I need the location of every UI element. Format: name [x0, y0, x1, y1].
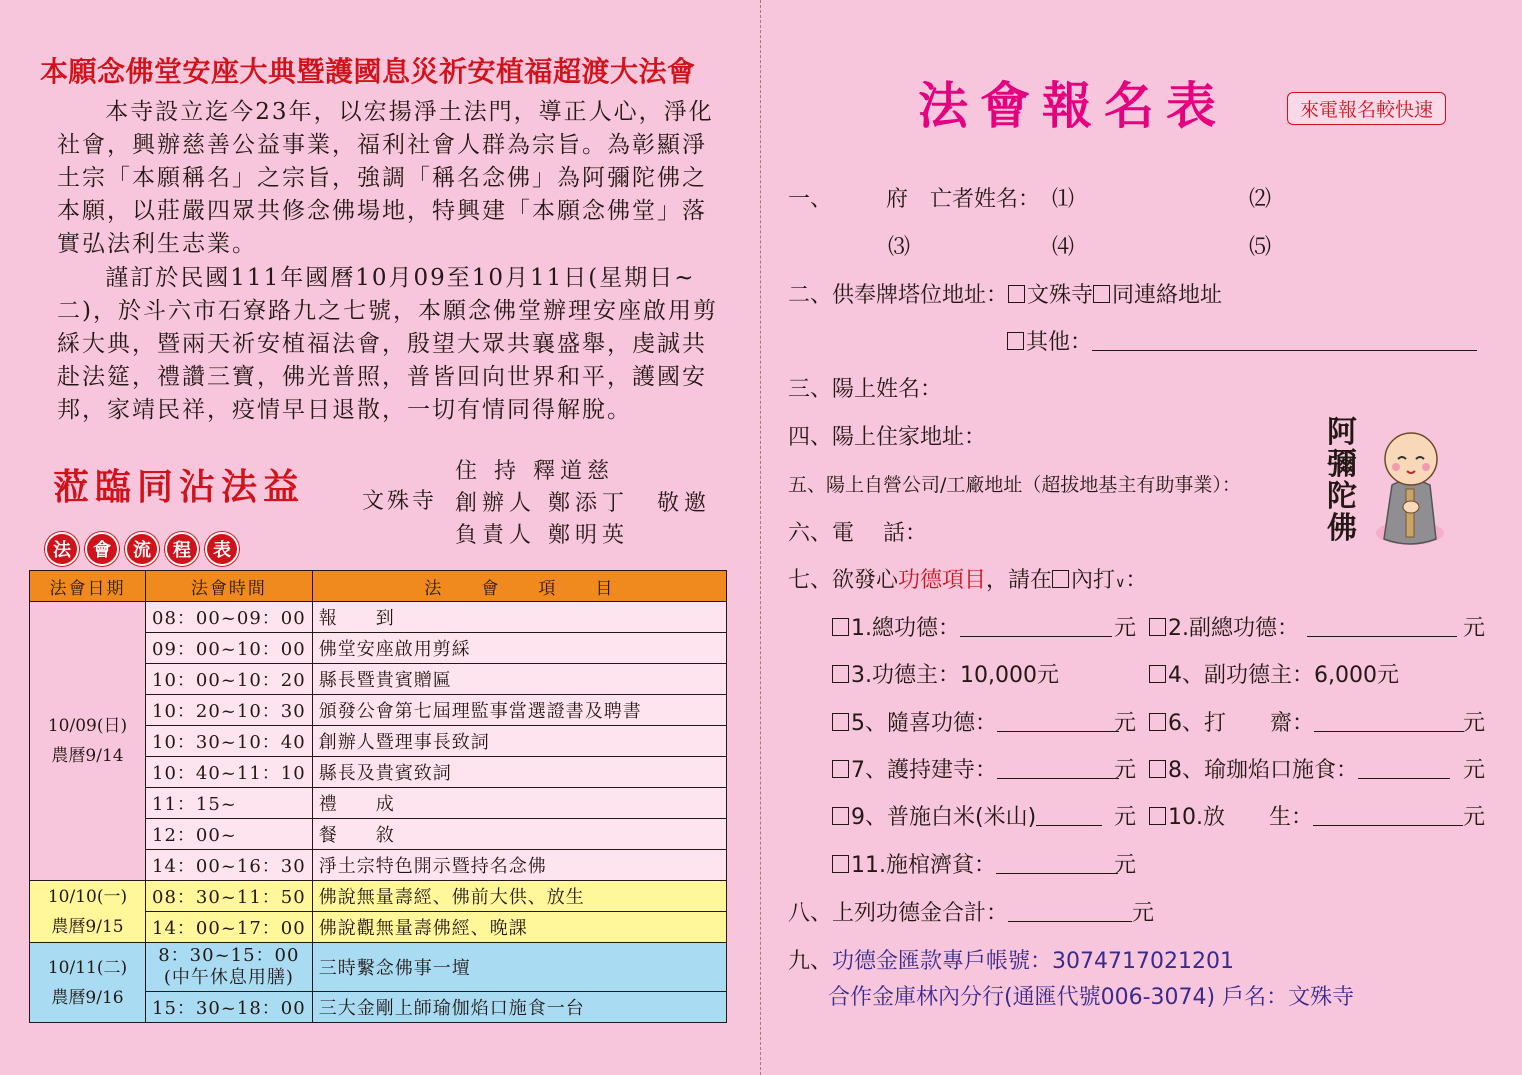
- time-cell: 15：30~18：00: [146, 992, 313, 1023]
- tablet-address-row: [788, 278, 1222, 309]
- table-header-row: [30, 571, 727, 602]
- q7-colon: ：: [1125, 568, 1148, 593]
- checkbox-wenshu[interactable]: [1008, 285, 1025, 303]
- option-wenshu: 文殊寺: [1027, 283, 1094, 308]
- time-cell: 12：00~: [146, 819, 313, 850]
- deceased-slot-1[interactable]: ⑴: [1052, 187, 1075, 212]
- checkbox-item-5[interactable]: [832, 713, 849, 731]
- merit-item-3-label: 3.功德主：10,000元: [851, 663, 1059, 688]
- item-cell: 縣長暨貴賓贈匾: [312, 664, 726, 695]
- merit-item-10-label: 10.放 生：: [1168, 805, 1313, 830]
- founder-signature: 創辦人 鄭添丁: [455, 491, 629, 516]
- table-row: [30, 602, 727, 633]
- item-cell: 淨土宗特色開示暨持名念佛: [312, 850, 726, 881]
- item-cell: 三大金剛上師瑜伽焰口施食一台: [312, 992, 726, 1023]
- time-cell: 11：15~: [146, 788, 313, 819]
- item-cell: 佛說觀無量壽佛經、晚課: [312, 912, 726, 943]
- time-cell: 14：00~17：00: [146, 912, 313, 943]
- company-address-label: 五、陽上自營公司/工廠地址（超拔地基主有助事業）：: [788, 474, 1241, 496]
- q7-suffix-1: ，請在: [986, 568, 1053, 593]
- amitabha-text: 阿彌陀佛: [1327, 415, 1357, 546]
- merit-item-5: [832, 706, 1119, 737]
- header-item: 法 會 項 目: [312, 571, 726, 602]
- merit-item-7-label: 7、護持建寺：: [851, 758, 997, 783]
- yuan-label: 元: [1463, 711, 1486, 736]
- account-row: [788, 944, 1234, 975]
- yuan-label: 元: [1463, 758, 1486, 783]
- merit-item-heading: [788, 563, 1147, 594]
- day2-lunar: 農曆9/15: [51, 916, 124, 937]
- tick-icon: ∨: [1115, 575, 1126, 591]
- checkbox-item-11[interactable]: [832, 855, 849, 873]
- yuan-label: 元: [1463, 616, 1486, 641]
- checkbox-item-4[interactable]: [1149, 665, 1166, 683]
- item-cell: 創辦人暨理事長致詞: [312, 726, 726, 757]
- total-blank[interactable]: [1008, 921, 1132, 922]
- merit-item-8-label: 8、瑜珈焰口施食：: [1168, 758, 1358, 783]
- merit-item-11-label: 11.施棺濟貧：: [851, 853, 996, 878]
- schedule-heading-char: 法: [45, 532, 79, 566]
- checkbox-item-3[interactable]: [832, 665, 849, 683]
- day2-date: 10/10(一): [47, 886, 128, 907]
- manager-signature: 負責人 鄭明英: [455, 523, 629, 548]
- merit-item-9-label: 9、普施白米(米山): [851, 805, 1037, 830]
- schedule-table: [29, 570, 727, 1023]
- deceased-slot-4[interactable]: ⑷: [1052, 235, 1075, 260]
- header-time: 法會時間: [146, 571, 313, 602]
- other-address-blank[interactable]: [1092, 350, 1477, 351]
- time-note: (中午休息用膳): [163, 967, 294, 988]
- time-cell: 10：30~10：40: [146, 726, 313, 757]
- option-same-address: 同連絡地址: [1112, 283, 1223, 308]
- schedule-heading: [45, 532, 239, 566]
- yuan-label: 元: [1114, 758, 1137, 783]
- item-cell: 頒發公會第七屆理監事當選證書及聘書: [312, 695, 726, 726]
- schedule-heading-char: 會: [85, 532, 119, 566]
- checkbox-item-10[interactable]: [1149, 807, 1166, 825]
- descendant-name-label: 三、陽上姓名：: [788, 377, 943, 402]
- event-title: 本願念佛堂安座大典暨護國息災祈安植福超渡大法會: [40, 55, 696, 88]
- item-cell: 三時繫念佛事一壇: [312, 943, 726, 992]
- deceased-name-label: 府 亡者姓名：: [886, 187, 1041, 212]
- checkbox-item-9[interactable]: [832, 807, 849, 825]
- item-6-blank[interactable]: [1314, 731, 1464, 732]
- merit-item-2-label: 2.副總功德：: [1168, 616, 1299, 641]
- item-cell: 縣長及貴賓致詞: [312, 757, 726, 788]
- option-other: 其他：: [1026, 330, 1093, 355]
- intro-paragraph-1: 本寺設立迄今23年，以宏揚淨土法門，導正人心，淨化社會，興辦慈善公益事業，福利社會人群為宗旨。為彰顯淨土宗「本願稱名」之宗旨，強調「稱名念佛」為阿彌陀佛之本願，以莊嚴四眾共修念佛場地，特興建「本願念佛堂」落實弘法利生志業。: [57, 99, 714, 257]
- table-row: [30, 881, 727, 912]
- checkbox-item-1[interactable]: [832, 618, 849, 636]
- item-1-blank[interactable]: [960, 636, 1112, 637]
- total-label: 八、上列功德金合計：: [788, 901, 1009, 926]
- temple-name: 文殊寺: [362, 489, 438, 514]
- day3-date-cell: [30, 943, 146, 1023]
- blessing-slogan: 蒞臨同沾法益: [53, 467, 306, 508]
- merit-item-9: [832, 800, 1102, 831]
- schedule-heading-char: 表: [205, 532, 239, 566]
- merit-item-11: [832, 848, 1118, 879]
- time-cell: 10：40~11：10: [146, 757, 313, 788]
- merit-item-7: [832, 753, 1119, 784]
- tablet-address-label: 二、供奉牌塔位地址：: [788, 283, 1009, 308]
- item-10-blank[interactable]: [1313, 825, 1463, 826]
- merit-item-3: [832, 658, 1059, 689]
- item-11-blank[interactable]: [996, 873, 1118, 874]
- merit-item-1-label: 1.總功德：: [851, 616, 960, 641]
- yuan-label: 元: [1114, 616, 1137, 641]
- total-row: [788, 896, 1154, 927]
- deceased-slot-3[interactable]: ⑶: [888, 235, 911, 260]
- time-cell: 08：30~11：50: [146, 881, 313, 912]
- checkbox-item-8[interactable]: [1149, 760, 1166, 778]
- time-cell: 08：00~09：00: [146, 602, 313, 633]
- yuan-label: 元: [1114, 805, 1137, 830]
- merit-item-10: [1149, 800, 1463, 831]
- item-5-blank[interactable]: [997, 731, 1119, 732]
- yuan-label: 元: [1114, 711, 1137, 736]
- merit-item-6: [1149, 706, 1464, 737]
- merit-item-6-label: 6、打 齋：: [1168, 711, 1314, 736]
- intro-paragraph-2: 謹訂於民國111年國曆10月09至10月11日(星期日~二)，於斗六市石寮路九之七號，本願念佛堂辦理安座啟用剪綵大典，暨兩天祈安植福法會，殷望大眾共襄盛舉，虔誠共赴法筵，禮讚三寶，佛光普照，普皆回向世界和平，護國安邦，家靖民祥，疫情早日退散，一切有情同得解脫。: [57, 265, 718, 423]
- time-cell: 10：20~10：30: [146, 695, 313, 726]
- merit-item-1: [832, 611, 1112, 642]
- q9-number: 九、: [788, 949, 833, 974]
- sample-checkbox: [1052, 570, 1069, 588]
- invite-word: 敬邀: [657, 491, 712, 516]
- home-address-label: 四、陽上住家地址：: [788, 425, 987, 450]
- yuan-label: 元: [1114, 853, 1137, 878]
- schedule-heading-char: 流: [125, 532, 159, 566]
- table-row: [30, 943, 727, 992]
- day1-date: 10/09(日): [47, 716, 128, 736]
- merit-item-8: [1149, 753, 1450, 784]
- item-cell: 佛說無量壽經、佛前大供、放生: [312, 881, 726, 912]
- item-cell: 禮 成: [312, 788, 726, 819]
- other-address-row: [1007, 325, 1477, 356]
- checkbox-item-6[interactable]: [1149, 713, 1166, 731]
- day1-date-cell: [30, 602, 146, 881]
- day2-date-cell: [30, 881, 146, 943]
- day1-lunar: 農曆9/14: [51, 746, 124, 766]
- phone-label: 六、電 話：: [788, 521, 927, 546]
- merit-item-2: [1149, 611, 1457, 642]
- time-text: 8：30~15：00: [158, 945, 300, 966]
- q7-suffix-2: 內打: [1071, 568, 1116, 593]
- bank-account: 功德金匯款專戶帳號：3074717021201: [832, 949, 1234, 974]
- item-9-blank[interactable]: [1036, 825, 1102, 826]
- time-cell: 09：00~10：00: [146, 633, 313, 664]
- item-8-blank[interactable]: [1358, 778, 1450, 779]
- q1-number: 一、: [788, 187, 833, 212]
- q7-prefix: 七、欲發心: [788, 568, 899, 593]
- time-cell: 10：00~10：20: [146, 664, 313, 695]
- item-7-blank[interactable]: [997, 778, 1119, 779]
- yuan-label: 元: [1132, 901, 1155, 926]
- deceased-slot-2[interactable]: ⑵: [1249, 187, 1272, 212]
- checkbox-other[interactable]: [1007, 332, 1024, 350]
- deceased-slot-5[interactable]: ⑸: [1249, 235, 1272, 260]
- item-cell: 佛堂安座啟用剪綵: [312, 633, 726, 664]
- time-cell: 14：00~16：30: [146, 850, 313, 881]
- day3-date: 10/11(二): [47, 957, 128, 978]
- page-fold: [760, 0, 761, 1075]
- checkbox-same-address[interactable]: [1093, 285, 1110, 303]
- form-title: 法會報名表: [918, 77, 1228, 135]
- time-cell: [146, 943, 313, 992]
- checkbox-item-2[interactable]: [1149, 618, 1166, 636]
- q7-highlight: 功德項目: [898, 568, 987, 593]
- item-cell: 餐 敘: [312, 819, 726, 850]
- bank-branch: 合作金庫林內分行(通匯代號006-3074) 戶名：文殊寺: [828, 985, 1355, 1010]
- merit-item-4-label: 4、副功德主：6,000元: [1168, 663, 1399, 688]
- yuan-label: 元: [1463, 805, 1486, 830]
- item-cell: 報 到: [312, 602, 726, 633]
- schedule-heading-char: 程: [165, 532, 199, 566]
- item-2-blank[interactable]: [1307, 636, 1457, 637]
- header-date: 法會日期: [30, 571, 146, 602]
- merit-item-4: [1149, 658, 1399, 689]
- merit-item-5-label: 5、隨喜功德：: [851, 711, 997, 736]
- checkbox-item-7[interactable]: [832, 760, 849, 778]
- abbot-signature: 住 持 釋道慈: [455, 459, 614, 484]
- call-note-badge: 來電報名較快速: [1287, 92, 1446, 125]
- day3-lunar: 農曆9/16: [51, 987, 124, 1008]
